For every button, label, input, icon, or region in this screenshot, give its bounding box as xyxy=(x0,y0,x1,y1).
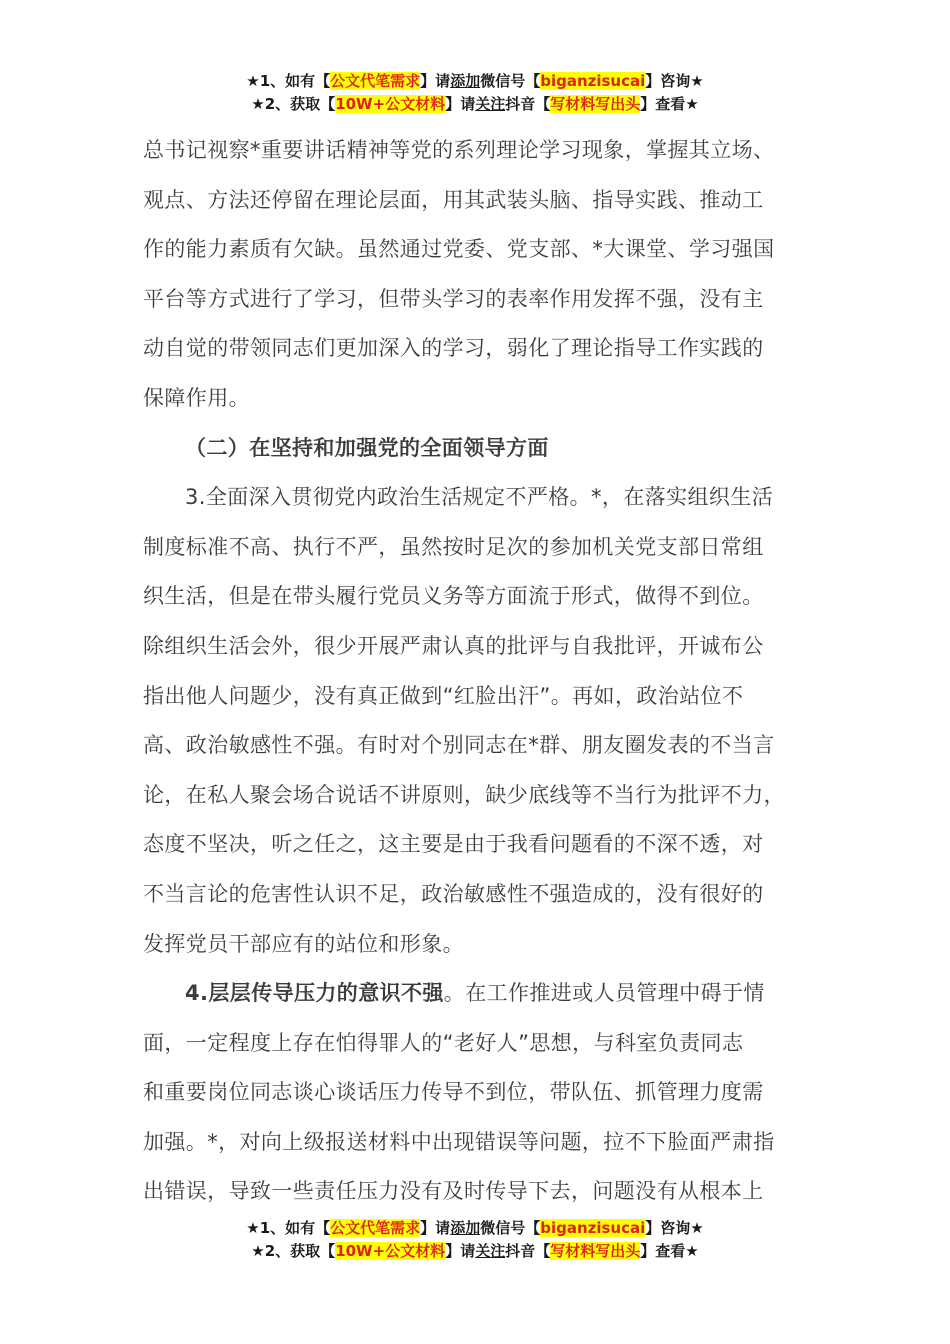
text-line: 加强。*，对向上级报送材料中出现错误等问题，拉不下脸面严肃指 xyxy=(143,1129,775,1154)
text-line: 除组织生活会外，很少开展严肃认真的批评与自我批评，开诚布公 xyxy=(143,633,764,658)
banner-text: 】请 xyxy=(445,1242,476,1260)
paragraph-lead: 4.层层传导压力的意识不强 xyxy=(185,981,444,1006)
section-heading: （二）在坚持和加强党的全面领导方面 xyxy=(185,435,549,460)
text-line: 面，一定程度上存在怕得罪人的“老好人”思想，与科室负责同志 xyxy=(143,1030,744,1055)
text-line xyxy=(143,969,813,1019)
header-banner xyxy=(0,70,950,116)
highlight-text: 10W+公文材料 xyxy=(335,95,446,113)
banner-line-2 xyxy=(0,1240,950,1263)
footer-banner xyxy=(0,1217,950,1263)
text-line: 出错误，导致一些责任压力没有及时传导下去，问题没有从根本上 xyxy=(143,1179,764,1204)
banner-text: 】查看★ xyxy=(640,95,699,113)
underlined-text: 添加 xyxy=(450,1219,481,1237)
text-line: 指出他人问题少，没有真正做到“红脸出汗”。再如，政治站位不 xyxy=(143,683,744,708)
text-line: 保障作用。 xyxy=(143,385,250,410)
text-line: 3.全面深入贯彻党内政治生活规定不严格。*，在落实组织生活 xyxy=(185,485,774,510)
banner-text: ★1、如有【 xyxy=(246,72,331,90)
highlight-text: 写材料写出头 xyxy=(550,95,641,113)
text-line: 平台等方式进行了学习，但带头学习的表率作用发挥不强，没有主 xyxy=(143,286,764,311)
highlight-text: biganzisucai xyxy=(540,1219,646,1237)
banner-line-1 xyxy=(0,1217,950,1240)
text-line: 动自觉的带领同志们更加深入的学习，弱化了理论指导工作实践的 xyxy=(143,336,764,361)
underlined-text: 添加 xyxy=(450,72,481,90)
banner-line-2 xyxy=(0,93,950,116)
banner-text: 微信号【 xyxy=(480,1219,541,1237)
highlight-text: 公文代笔需求 xyxy=(330,72,421,90)
text-line: 论，在私人聚会场合说话不讲原则，缺少底线等不当行为批评不力， xyxy=(143,782,785,807)
banner-text: ★2、获取【 xyxy=(251,95,336,113)
banner-text: 】请 xyxy=(420,1219,451,1237)
underlined-text: 关注 xyxy=(475,1242,506,1260)
text-line: 态度不坚决，听之任之，这主要是由于我看问题看的不深不透，对 xyxy=(143,832,764,857)
underlined-text: 关注 xyxy=(475,95,506,113)
highlight-text: 公文代笔需求 xyxy=(330,1219,421,1237)
banner-text: 】请 xyxy=(445,95,476,113)
banner-text: 微信号【 xyxy=(480,72,541,90)
text-line: 观点、方法还停留在理论层面，用其武装头脑、指导实践、推动工 xyxy=(143,187,764,212)
banner-text: 】咨询★ xyxy=(645,72,704,90)
text-line: 高、政治敏感性不强。有时对个别同志在*群、朋友圈发表的不当言 xyxy=(143,733,775,758)
document-body xyxy=(143,126,813,1217)
banner-text: 】请 xyxy=(420,72,451,90)
banner-text: 抖音【 xyxy=(505,95,551,113)
text-line: 不当言论的危害性认识不足，政治敏感性不强造成的，没有很好的 xyxy=(143,881,764,906)
banner-text: 】查看★ xyxy=(640,1242,699,1260)
highlight-text: 写材料写出头 xyxy=(550,1242,641,1260)
paragraph-text: 。在工作推进或人员管理中碍于情 xyxy=(443,981,765,1006)
text-line: 和重要岗位同志谈心谈话压力传导不到位，带队伍、抓管理力度需 xyxy=(143,1080,764,1105)
banner-text: 抖音【 xyxy=(505,1242,551,1260)
text-line: 作的能力素质有欠缺。虽然通过党委、党支部、*大课堂、学习强国 xyxy=(143,237,775,262)
text-line: 制度标准不高、执行不严，虽然按时足次的参加机关党支部日常组 xyxy=(143,534,764,559)
text-line: 织生活，但是在带头履行党员义务等方面流于形式，做得不到位。 xyxy=(143,584,764,609)
highlight-text: biganzisucai xyxy=(540,72,646,90)
banner-text: ★1、如有【 xyxy=(246,1219,331,1237)
banner-text: 】咨询★ xyxy=(645,1219,704,1237)
highlight-text: 10W+公文材料 xyxy=(335,1242,446,1260)
banner-text: ★2、获取【 xyxy=(251,1242,336,1260)
text-line: 总书记视察*重要讲话精神等党的系列理论学习现象，掌握其立场、 xyxy=(143,138,775,162)
text-line: 发挥党员干部应有的站位和形象。 xyxy=(143,931,464,956)
banner-line-1 xyxy=(0,70,950,93)
